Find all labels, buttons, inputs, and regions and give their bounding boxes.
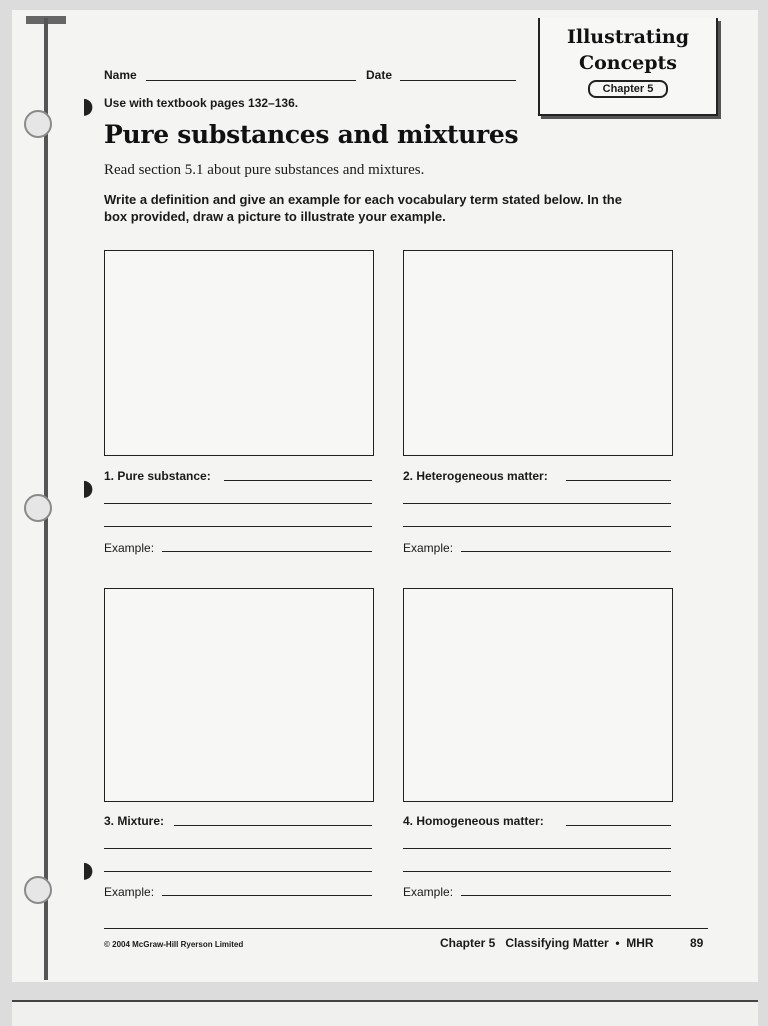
hole-mark: ◗ xyxy=(82,476,94,501)
example-line[interactable] xyxy=(162,895,372,896)
example-line[interactable] xyxy=(461,551,671,552)
worksheet-page xyxy=(12,10,758,982)
definition-line[interactable] xyxy=(403,526,671,527)
definition-line[interactable] xyxy=(104,871,372,872)
definition-line[interactable] xyxy=(174,825,372,826)
page-number: 89 xyxy=(690,936,704,950)
example-label: Example: xyxy=(403,885,454,899)
drawing-box-1[interactable] xyxy=(104,250,374,456)
drawing-box-4[interactable] xyxy=(403,588,673,802)
definition-line[interactable] xyxy=(403,871,671,872)
date-field-line[interactable] xyxy=(400,80,516,81)
drawing-box-2[interactable] xyxy=(403,250,673,456)
punch-hole xyxy=(24,494,52,522)
textbook-reference: Use with textbook pages 132–136. xyxy=(104,96,299,110)
footer-chapter-info: Chapter 5 Classifying Matter • MHR xyxy=(440,936,654,950)
hole-mark: ◗ xyxy=(82,94,94,119)
punch-hole xyxy=(24,110,52,138)
example-line[interactable] xyxy=(162,551,372,552)
next-page-edge xyxy=(12,1000,758,1026)
definition-line[interactable] xyxy=(104,503,372,504)
chapter-pill: Chapter 5 xyxy=(588,80,668,98)
name-field-line[interactable] xyxy=(146,80,356,81)
example-line[interactable] xyxy=(461,895,671,896)
example-label: Example: xyxy=(104,885,155,899)
drawing-box-3[interactable] xyxy=(104,588,374,802)
definition-line[interactable] xyxy=(403,503,671,504)
copyright: © 2004 McGraw-Hill Ryerson Limited xyxy=(104,940,244,949)
definition-line[interactable] xyxy=(104,526,372,527)
footer-rule xyxy=(104,928,708,929)
page-title: Pure substances and mixtures xyxy=(104,120,519,149)
definition-line[interactable] xyxy=(566,825,671,826)
definition-line[interactable] xyxy=(403,848,671,849)
write-instruction: Write a definition and give an example for each vocabulary term stated below. In the box provided, draw a picture to illustrate your example. xyxy=(104,192,622,224)
definition-line[interactable] xyxy=(224,480,372,481)
term-label-mixture: 3. Mixture: xyxy=(104,814,165,828)
term-label-heterogeneous-matter: 2. Heterogeneous matter: xyxy=(403,469,548,483)
date-label: Date xyxy=(366,68,393,82)
read-instruction: Read section 5.1 about pure substances and mixtures. xyxy=(104,162,425,178)
example-label: Example: xyxy=(403,541,454,555)
term-label-homogeneous-matter: 4. Homogeneous matter: xyxy=(403,814,544,828)
example-label: Example: xyxy=(104,541,155,555)
hole-mark: ◗ xyxy=(82,858,94,883)
name-label: Name xyxy=(104,68,137,82)
badge-title-line2: Concepts xyxy=(578,52,678,74)
definition-line[interactable] xyxy=(566,480,671,481)
illustrating-concepts-badge xyxy=(538,18,718,116)
definition-line[interactable] xyxy=(104,848,372,849)
punch-hole xyxy=(24,876,52,904)
badge-title-line1: Illustrating xyxy=(566,26,690,48)
term-label-pure-substance: 1. Pure substance: xyxy=(104,469,211,483)
